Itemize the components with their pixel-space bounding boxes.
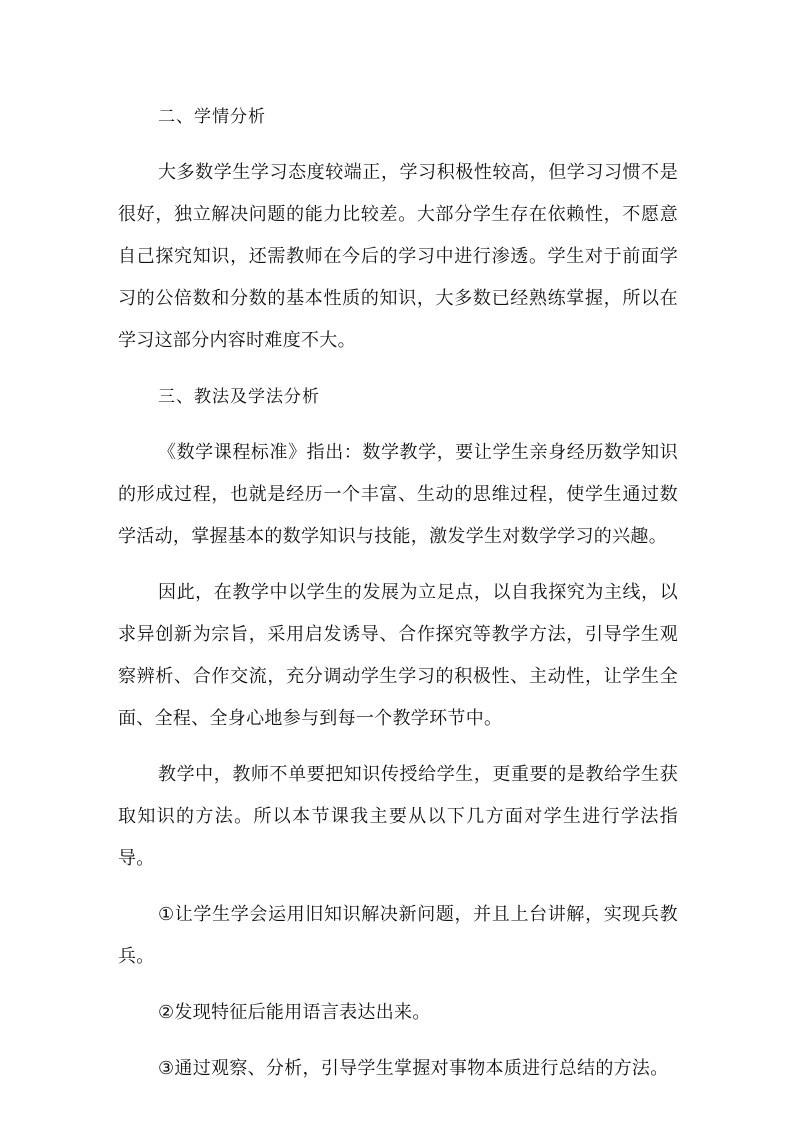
paragraph-teaching-approach: 因此，在教学中以学生的发展为立足点，以自我探究为主线，以求异创新为宗旨，采用启发诱导、合作探究等教学方法，引导学生观察辨析、合作交流，充分调动学生学习的积极性、主动性，让学生全面、全程、全身心地参与到每一个教学环节中。 bbox=[118, 582, 678, 729]
paragraph-curriculum-standard: 《数学课程标准》指出：数学教学，要让学生亲身经历数学知识的形成过程，也就是经历一个丰富、生动的思维过程，使学生通过数学活动，掌握基本的数学知识与技能，激发学生对数学学习的兴趣。 bbox=[118, 442, 678, 547]
section-heading-student-analysis: 二、学情分析 bbox=[158, 107, 266, 127]
paragraph-learning-guidance: 教学中，教师不单要把知识传授给学生，更重要的是教给学生获取知识的方法。所以本节课我主要从以下几方面对学生进行学法指导。 bbox=[118, 764, 678, 869]
paragraph-student-analysis: 大多数学生学习态度较端正，学习积极性较高，但学习习惯不是很好，独立解决问题的能力比较差。大部分学生存在依赖性，不愿意自己探究知识，还需教师在今后的学习中进行渗透。学生对于前面学习的公倍数和分数的基本性质的知识，大多数已经熟练掌握，所以在学习这部分内容时难度不大。 bbox=[118, 162, 678, 351]
document-body bbox=[118, 96, 678, 1090]
section-heading-teaching-method: 三、教法及学法分析 bbox=[158, 387, 320, 407]
list-item-1: ①让学生学会运用旧知识解决新问题，并且上台讲解，实现兵教兵。 bbox=[118, 904, 678, 967]
list-item-2: ②发现特征后能用语言表达出来。 bbox=[158, 1002, 431, 1023]
list-item-3: ③通过观察、分析，引导学生掌握对事物本质进行总结的方法。 bbox=[158, 1058, 669, 1079]
